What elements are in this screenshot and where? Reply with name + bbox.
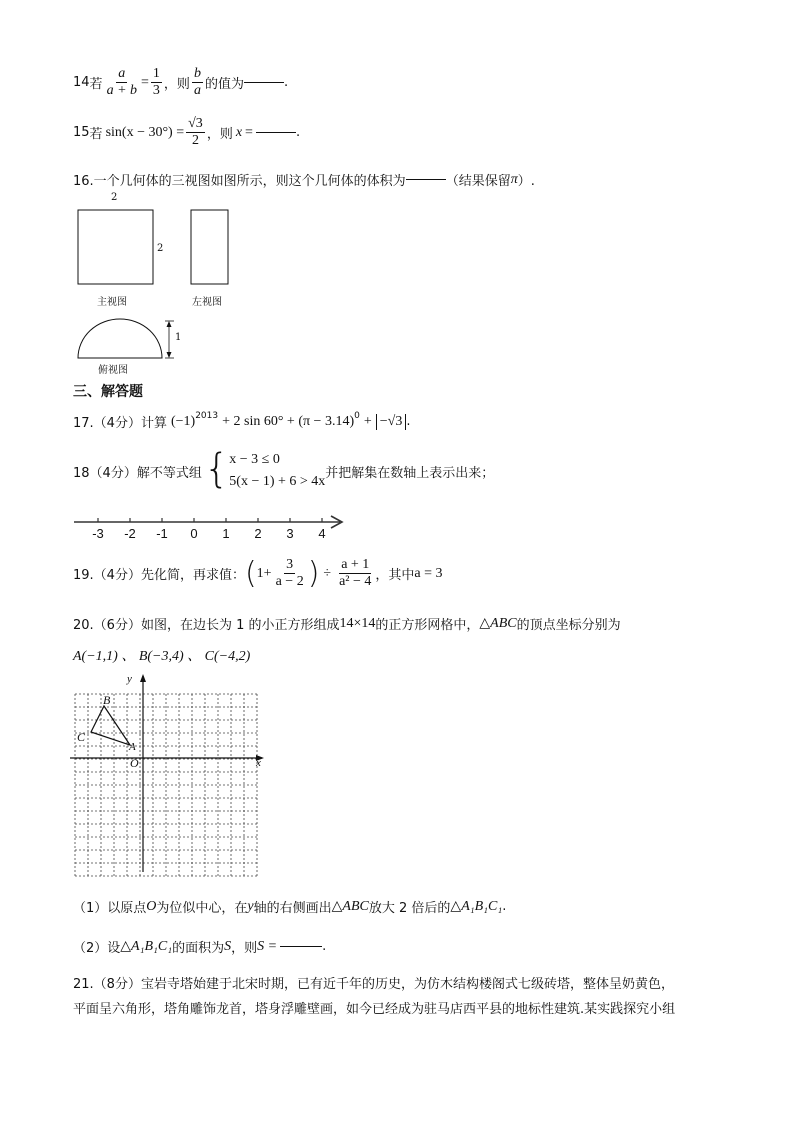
q19-fraction-1 [274, 557, 306, 590]
q15-f-den: 2 [191, 133, 199, 148]
q20-2-triangle: △A₁B₁C₁ [120, 939, 173, 954]
y-axis-label: y [127, 673, 132, 685]
top-view-caption: 俯视图 [98, 365, 128, 376]
question-17 [73, 412, 410, 431]
q19-f1-den: a − 2 [275, 574, 304, 589]
q20-text-1: 20.（6分）如图，在边长为 1 的小正方形组成 [73, 618, 340, 633]
q15-number: 15 [73, 125, 90, 140]
x-axis-label: x [256, 757, 261, 769]
q19-condition: a = 3 [414, 565, 443, 581]
q19-f2-den: a² − 4 [339, 574, 372, 589]
q17-abs-value: −√3 [376, 414, 407, 430]
q20-2-period: . [322, 939, 327, 954]
q20-1-text-c: 轴的右侧画出 [253, 901, 332, 916]
q14-fraction-3 [192, 66, 203, 99]
q14-tail: 的值为 [204, 77, 244, 92]
point-c-label: C [77, 730, 86, 744]
q16-answer-blank[interactable] [406, 179, 446, 180]
q19-tail: ，其中 [375, 568, 415, 583]
q15-lhs: sin(x − 30°) = [105, 124, 185, 140]
q15-f-num: √3 [188, 116, 203, 131]
q18-label: 18（4分）解不等式组 [73, 465, 202, 481]
front-view-caption: 主视图 [97, 297, 127, 308]
number-line-tick-label: -1 [156, 526, 168, 541]
q14-f3-num: b [193, 66, 201, 81]
number-line-tick-label: 1 [222, 526, 230, 541]
q20-grid-size: 14×14 [339, 615, 376, 631]
coordinate-grid[interactable] [66, 672, 266, 877]
number-line[interactable] [72, 510, 352, 544]
q15-fraction [186, 116, 205, 149]
q19-divide: ÷ [323, 565, 332, 581]
number-line-tick-label: 0 [190, 526, 198, 541]
q20-2-answer-blank[interactable] [280, 946, 322, 947]
q20-triangle: △ABC [479, 616, 517, 631]
q17-period: . [406, 414, 411, 429]
triangle-abc [91, 706, 130, 745]
q15-period: . [295, 125, 301, 140]
q16-paren: （结果保留 [445, 174, 511, 189]
q20-1-text-b: 为位似中心，在 [156, 901, 248, 916]
q20-1-triangle-2: △A₁B₁C₁ [450, 899, 503, 914]
q21-line-1: 21.（8分）宝岩寺塔始建于北宋时期，已有近千年的历史，为仿木结构楼阁式七级砖塔，整体呈奶黄色， [73, 977, 674, 992]
q20-1-text-d: 放大 2 倍后的 [368, 901, 451, 916]
q18-brace: { [203, 446, 230, 492]
q17-exponent-zero: 0 [354, 410, 360, 421]
q14-answer-blank[interactable] [244, 82, 284, 83]
q14-f2-den: 3 [152, 83, 160, 98]
q20-text-3: 的顶点坐标分别为 [516, 618, 621, 633]
q20-2-s: S [224, 938, 232, 954]
question-20-part-1 [73, 897, 506, 916]
top-view-semicircle [78, 319, 162, 358]
q16-text: 16.一个几何体的三视图如图所示，则这个几何体的体积为 [73, 174, 406, 189]
q14-period: . [283, 75, 289, 90]
q20-1-origin: O [146, 898, 157, 914]
q14-if: 若 [89, 77, 103, 92]
three-view-figure [70, 190, 270, 375]
q14-f3-den: a [193, 83, 201, 98]
q20-1-period: . [502, 899, 507, 914]
q20-1-triangle: △ABC [331, 899, 369, 914]
q15-answer-blank[interactable] [256, 132, 296, 133]
q15-if: 若 [89, 127, 103, 142]
q20-coordinates: A(−1,1) 、 B(−3,4) 、 C(−4,2) [73, 649, 251, 664]
q14-fraction-2 [151, 66, 162, 99]
q17-expr: (−1) [170, 413, 196, 429]
point-b-label: B [103, 693, 111, 707]
q20-1-y: y [247, 898, 254, 914]
front-view-height-label: 2 [157, 243, 164, 254]
number-line-tick-label: -2 [124, 526, 136, 541]
number-line-tick-label: 2 [254, 526, 262, 541]
q19-paren-right: ) [307, 555, 320, 591]
q19-f1-num: 3 [286, 557, 294, 572]
q14-then: ，则 [163, 77, 190, 92]
question-20-line-1 [73, 614, 621, 633]
q17-plus: + [363, 413, 372, 429]
point-a-label: A [129, 741, 136, 753]
q18-tail: 并把解集在数轴上表示出来； [325, 465, 495, 481]
q14-f1-num: a [118, 66, 126, 81]
left-view-caption: 左视图 [192, 297, 222, 308]
q19-f2-num: a + 1 [341, 557, 370, 572]
front-view-width-label: 2 [111, 192, 118, 203]
q20-2-text-a: （2）设 [73, 941, 121, 956]
front-view-square [78, 210, 153, 284]
question-19 [73, 557, 443, 590]
origin-label: O [130, 756, 139, 770]
q17-exponent: 2013 [195, 410, 219, 421]
q15-x: x [235, 124, 243, 140]
q14-equals: = [141, 74, 149, 90]
number-line-tick-label: 3 [286, 526, 294, 541]
question-14 [73, 66, 288, 99]
q14-fraction-1 [105, 66, 139, 99]
question-15 [73, 116, 300, 149]
q18-system [229, 449, 325, 493]
q19-one-plus: 1+ [256, 565, 272, 581]
section-heading: 三、解答题 [73, 384, 143, 400]
top-view-height-label: 1 [175, 332, 182, 343]
q20-2-s-equals: S = [257, 938, 278, 954]
q14-f2-num: 1 [152, 66, 160, 81]
q16-pi: π [510, 171, 518, 187]
q16-close: ）. [517, 174, 535, 189]
q17-label: 17.（4分）计算 [73, 416, 167, 431]
q20-text-2: 的正方形网格中， [375, 618, 480, 633]
q20-2-text-b: 的面积为 [172, 941, 225, 956]
number-line-tick-label: 4 [318, 526, 326, 541]
number-line-tick-label: -3 [92, 526, 104, 541]
q21-line-2: 平面呈六角形，塔角雕饰龙首，塔身浮雕壁画，如今已经成为驻马店西平县的地标性建筑.某实践探究小组 [73, 1002, 676, 1017]
question-20-part-2 [73, 937, 326, 956]
q15-equals: = [245, 124, 253, 140]
q17-rest: + 2 sin 60° + (π − 3.14) [222, 413, 355, 429]
q19-label: 19.（4分）先化简，再求值： [73, 568, 245, 583]
q20-2-text-c: ，则 [231, 941, 258, 956]
left-view-rect [191, 210, 228, 284]
q18-inequality-2: 5(x − 1) + 6 > 4x [229, 474, 326, 489]
q19-paren-left: ( [244, 555, 257, 591]
question-16 [73, 170, 535, 189]
question-18 [73, 446, 495, 493]
q14-number: 14 [73, 75, 90, 90]
q14-f1-den: a + b [106, 83, 138, 98]
q19-fraction-2 [337, 557, 373, 590]
q15-then: ，则 [206, 127, 233, 142]
q18-inequality-1: x − 3 ≤ 0 [229, 452, 280, 467]
q20-1-text-a: （1）以原点 [73, 901, 147, 916]
